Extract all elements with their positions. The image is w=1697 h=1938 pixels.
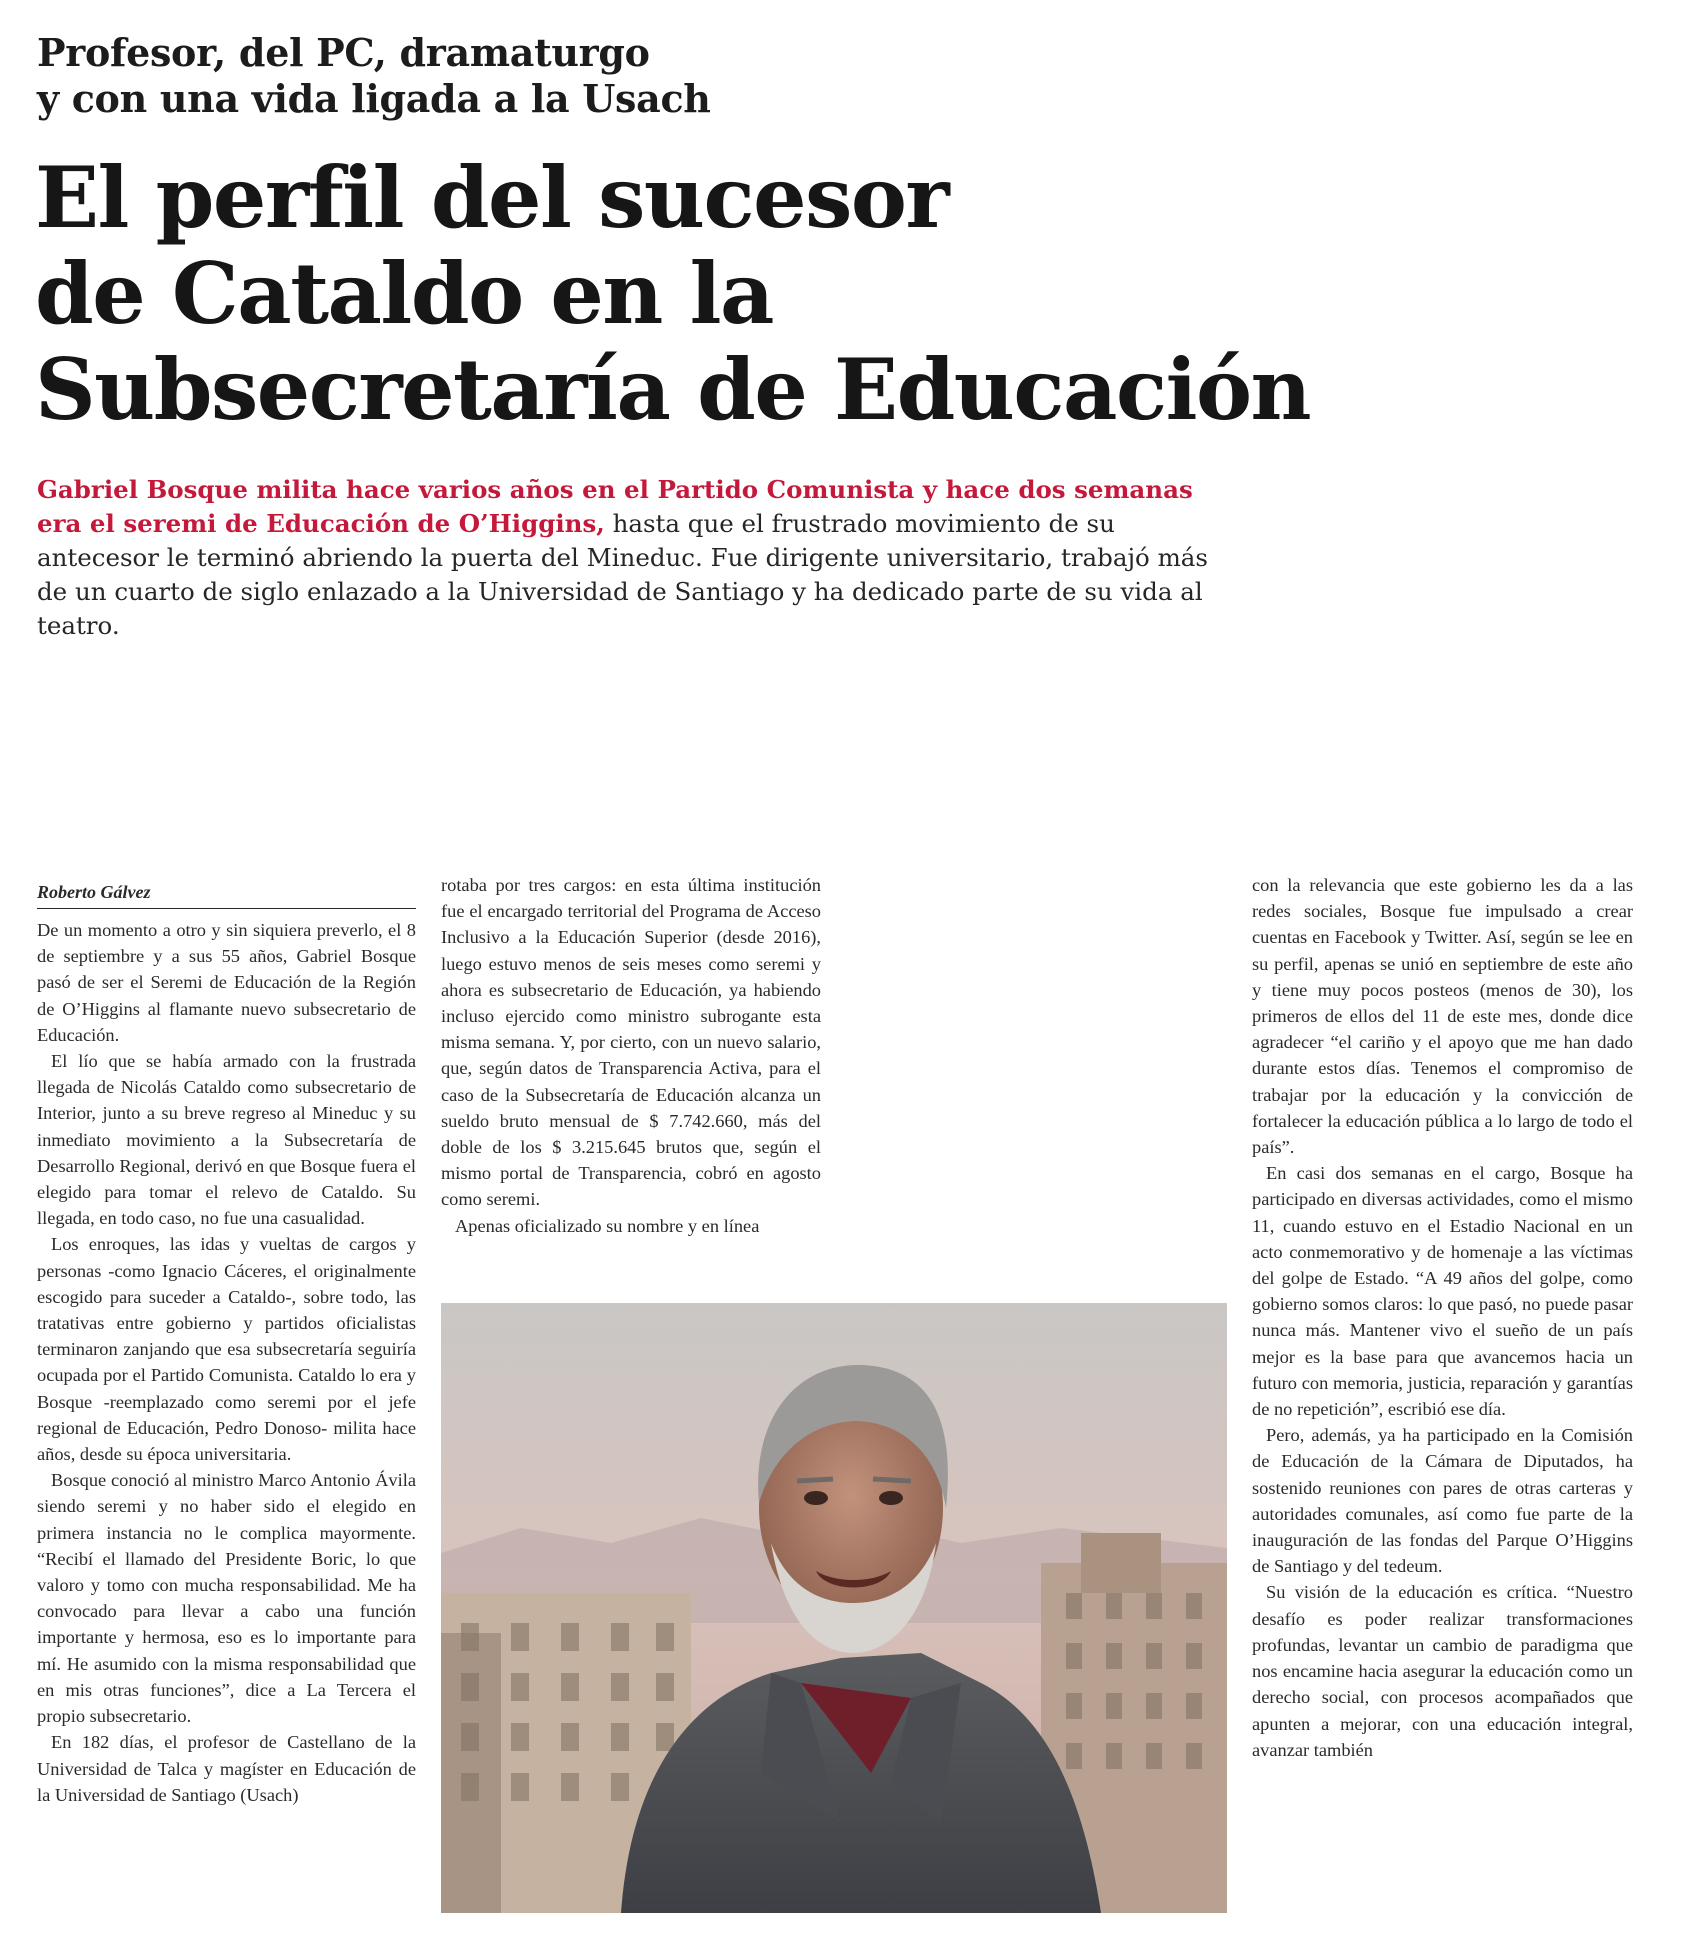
kicker-line-2: y con una vida ligada a la Usach [37, 76, 711, 121]
paragraph: Apenas oficializado su nombre y en línea [455, 1215, 760, 1236]
paragraph: Bosque conoció al ministro Marco Antonio Ávila siendo seremi y no haber sido el elegido en primera instancia no le complica mayormente. “Recibí el llamado del Presidente Boric, lo que valoro y tomo con mucha responsabilidad. Me ha convocado para llevar a cabo una función importante y hermosa, eso es lo importante para mí. He asumido con la misma responsabilidad que en mis otras funciones”, dice a La Tercera el propio subsecretario. [37, 1470, 416, 1727]
portrait-photo [441, 1303, 1227, 1913]
paragraph: rotaba por tres cargos: en esta última institución fue el encargado territorial del Programa de Acceso Inclusivo a la Educación Superior (desde 2016), luego estuvo menos de seis meses como seremi y ahora es subsecretario de Educación, ya habiendo incluso ejercido como ministro subrogante esta misma semana. Y, por cierto, con un nuevo salario, que, según datos de Transparencia Activa, para el caso de la Subsecretaría de Educación alcanza un sueldo bruto mensual de $ 7.742.660, más del doble de los $ 3.215.645 brutos que, según el mismo portal de Transparencia, cobró en agosto como seremi. [441, 875, 821, 1210]
headline [35, 150, 1335, 438]
paragraph: En 182 días, el profesor de Castellano de la Universidad de Talca y magíster en Educación de la Universidad de Santiago (Usach) [37, 1732, 416, 1805]
article-column-3 [1252, 872, 1633, 1763]
article-column-2 [441, 872, 821, 1239]
portrait-illustration [441, 1303, 1227, 1913]
kicker [37, 30, 1037, 122]
paragraph: En casi dos semanas en el cargo, Bosque ha participado en diversas actividades, como el mismo 11, cuando estuvo en el Estadio Nacional en un acto conmemorativo y de homenaje a las víctimas del golpe de Estado. “A 49 años del golpe, como gobierno somos claros: lo que pasó, no puede pasar nunca más. Mantener vivo el sueño de un país mejor es la base para que avancemos hacia un futuro con memoria, justicia, reparación y garantías de no repetición”, escribió ese día. [1252, 1163, 1633, 1420]
headline-line-2: de Cataldo en la [35, 244, 773, 343]
article-column-1 [37, 880, 416, 1808]
paragraph: Los enroques, las idas y vueltas de cargos y personas -como Ignacio Cáceres, el originalmente escogido para suceder a Cataldo-, sobre todo, las tratativas entre gobierno y partidos oficialistas terminaron zanjando que esa subsecretaría seguiría ocupada por el Partido Comunista. Cataldo lo era y Bosque -reemplazado como seremi por el jefe regional de Educación, Pedro Donoso- milita hace años, desde su época universitaria. [37, 1234, 416, 1465]
paragraph: con la relevancia que este gobierno les da a las redes sociales, Bosque fue impulsado a crear cuentas en Facebook y Twitter. Así, según se lee en su perfil, apenas se unió en septiembre de este año y tiene muy pocos posteos (menos de 30), los primeros de ellos del 11 de este mes, donde dice agradecer “el cariño y el apoyo que me han dado durante estos días. Tenemos el compromiso de trabajar por la educación y la convicción de fortalecer la educación pública a lo largo de todo el país”. [1252, 875, 1633, 1158]
paragraph: Pero, además, ya ha participado en la Comisión de Educación de la Cámara de Diputados, ha sostenido reuniones con pares de otras carteras y autoridades comunales, así como fue parte de la inauguración de las fondas del Parque O’Higgins de Santiago y del tedeum. [1252, 1425, 1633, 1577]
paragraph: Su visión de la educación es crítica. “Nuestro desafío es poder realizar transformaciones profundas, levantar un cambio de paradigma que nos encamine hacia asegurar la educación como un derecho social, con procesos acompañados que apunten a mejorar, con una educación integral, avanzar también [1252, 1582, 1633, 1760]
byline: Roberto Gálvez [37, 880, 416, 909]
kicker-line-1: Profesor, del PC, dramaturgo [37, 30, 650, 75]
paragraph: El lío que se había armado con la frustrada llegada de Nicolás Cataldo como subsecretario de Interior, junto a su breve regreso al Mineduc y su inmediato movimiento a la Subsecretaría de Desarrollo Regional, derivó en que Bosque fuera el elegido para tomar el relevo de Cataldo. Su llegada, en todo caso, no fue una casualidad. [37, 1051, 416, 1229]
lead-highlight: Gabriel Bosque milita hace varios años en el Partido Comunista y hace dos semanas era el seremi de Educación de O’Higgins, [37, 475, 1193, 538]
lead-paragraph [37, 473, 1227, 643]
headline-line-3: Subsecretaría de Educación [35, 340, 1311, 439]
paragraph: De un momento a otro y sin siquiera preverlo, el 8 de septiembre y a sus 55 años, Gabriel Bosque pasó de ser el Seremi de Educación de la Región de O’Higgins al flamante nuevo subsecretario de Educación. [37, 920, 416, 1045]
lead-rest: hasta que el frustrado movimiento de su antecesor le terminó abriendo la puerta del Mineduc. Fue dirigente universitario, trabajó más de un cuarto de siglo enlazado a la Universidad de Santiago y ha dedicado parte de su vida al teatro. [37, 509, 1208, 640]
headline-line-1: El perfil del sucesor [35, 148, 949, 247]
